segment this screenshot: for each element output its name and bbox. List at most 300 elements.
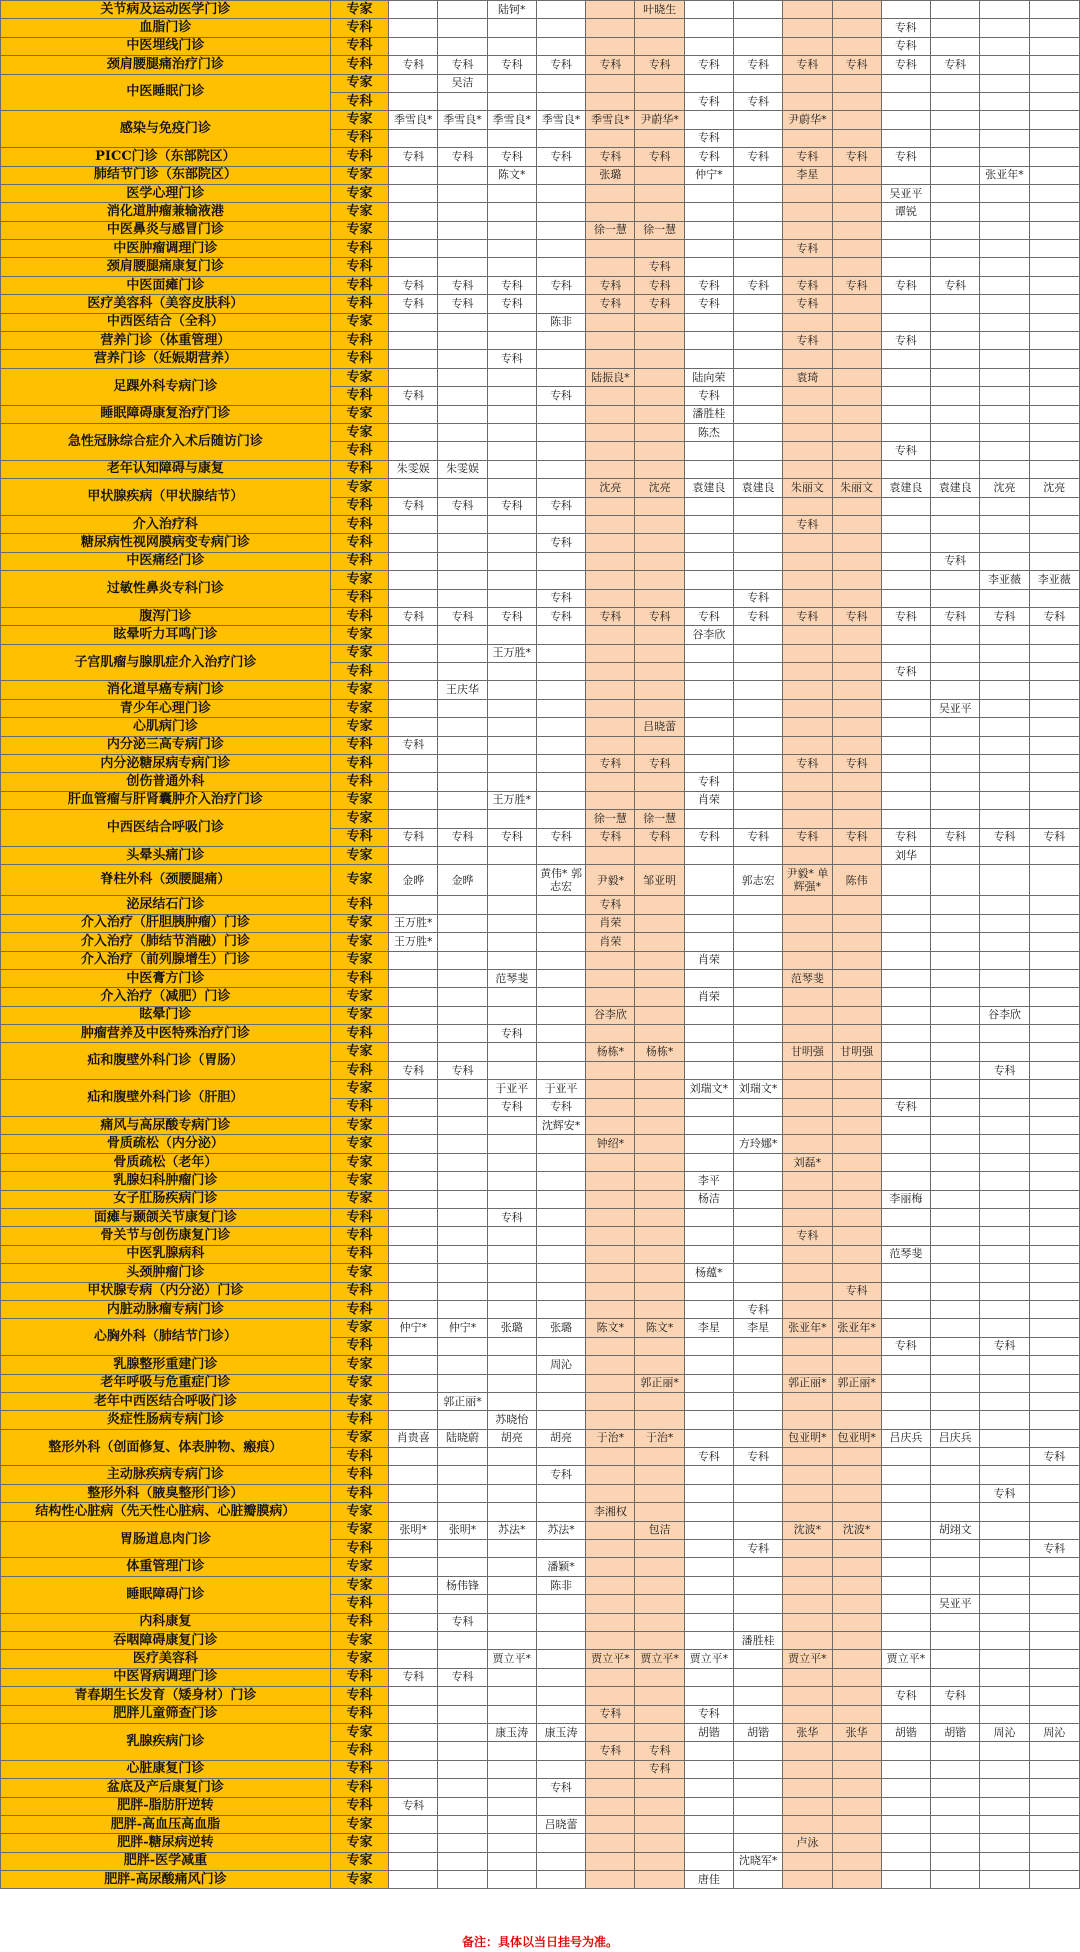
schedule-cell — [783, 423, 832, 441]
schedule-cell — [438, 1779, 487, 1797]
schedule-cell — [783, 1687, 832, 1705]
department-name: PICC门诊（东部院区） — [1, 148, 331, 166]
schedule-cell: 专科 — [1029, 828, 1079, 846]
schedule-cell: 专科 — [438, 497, 487, 515]
schedule-cell — [389, 258, 438, 276]
schedule-cell — [487, 681, 536, 699]
schedule-cell: 康玉涛 — [487, 1723, 536, 1741]
schedule-cell — [684, 699, 733, 717]
schedule-cell — [980, 1687, 1029, 1705]
schedule-cell — [389, 1540, 438, 1558]
schedule-cell — [931, 332, 980, 350]
schedule-cell — [1029, 1374, 1079, 1392]
schedule-cell — [438, 1282, 487, 1300]
schedule-cell — [881, 1631, 930, 1649]
schedule-row — [1, 332, 1080, 350]
schedule-cell — [684, 1300, 733, 1318]
schedule-cell — [635, 203, 684, 221]
schedule-cell — [980, 663, 1029, 681]
schedule-cell: 贾立平* — [635, 1650, 684, 1668]
schedule-cell: 陈伟 — [832, 865, 881, 896]
schedule-cell — [635, 663, 684, 681]
schedule-cell — [635, 442, 684, 460]
schedule-cell — [487, 1227, 536, 1245]
schedule-cell: 郭正丽* — [635, 1374, 684, 1392]
schedule-cell — [684, 1595, 733, 1613]
schedule-cell: 于亚平 — [487, 1080, 536, 1098]
schedule-cell — [734, 681, 783, 699]
schedule-cell: 郭正丽* — [783, 1374, 832, 1392]
schedule-cell — [931, 1668, 980, 1686]
schedule-cell — [832, 1098, 881, 1116]
schedule-cell: 季雪良* — [536, 111, 585, 129]
schedule-cell — [586, 1080, 635, 1098]
schedule-cell — [586, 442, 635, 460]
schedule-cell: 李湘权 — [586, 1503, 635, 1521]
schedule-cell: 专科 — [586, 1742, 635, 1760]
schedule-cell — [389, 1374, 438, 1392]
schedule-cell — [734, 1503, 783, 1521]
schedule-cell: 专科 — [734, 276, 783, 294]
schedule-cell — [832, 1356, 881, 1374]
schedule-cell: 季雪良* — [389, 111, 438, 129]
schedule-cell — [586, 1282, 635, 1300]
schedule-cell — [1029, 1153, 1079, 1171]
schedule-cell — [1029, 1558, 1079, 1576]
schedule-cell — [980, 1834, 1029, 1852]
department-name: 过敏性鼻炎专科门诊 — [1, 571, 331, 608]
clinic-type: 专家 — [330, 1153, 388, 1171]
schedule-cell — [734, 1227, 783, 1245]
schedule-cell — [931, 184, 980, 202]
department-name: 肥胖-脂肪肝逆转 — [1, 1797, 331, 1815]
schedule-cell — [635, 552, 684, 570]
schedule-row — [1, 1172, 1080, 1190]
schedule-cell: 专科 — [684, 295, 733, 313]
schedule-cell — [1029, 1484, 1079, 1502]
clinic-type: 专科 — [330, 1797, 388, 1815]
schedule-cell — [931, 1448, 980, 1466]
schedule-cell: 王万胜* — [487, 644, 536, 662]
schedule-cell — [881, 1595, 930, 1613]
schedule-cell — [684, 221, 733, 239]
schedule-row — [1, 718, 1080, 736]
schedule-cell — [1029, 1834, 1079, 1852]
schedule-cell — [881, 589, 930, 607]
schedule-cell — [1029, 865, 1079, 896]
schedule-cell — [635, 1540, 684, 1558]
clinic-type: 专科 — [330, 552, 388, 570]
schedule-cell — [684, 1521, 733, 1539]
clinic-type: 专科 — [330, 1448, 388, 1466]
schedule-cell — [586, 644, 635, 662]
schedule-cell — [438, 258, 487, 276]
schedule-cell — [438, 1815, 487, 1833]
clinic-type: 专家 — [330, 1429, 388, 1447]
schedule-cell: 专科 — [635, 276, 684, 294]
schedule-cell — [536, 1871, 585, 1889]
schedule-cell — [586, 1484, 635, 1502]
schedule-cell — [980, 276, 1029, 294]
schedule-cell — [980, 1540, 1029, 1558]
department-name: 青少年心理门诊 — [1, 699, 331, 717]
schedule-cell — [438, 663, 487, 681]
schedule-cell — [931, 644, 980, 662]
schedule-cell — [635, 1411, 684, 1429]
schedule-cell — [734, 405, 783, 423]
schedule-cell — [980, 1172, 1029, 1190]
schedule-row — [1, 148, 1080, 166]
schedule-cell: 专科 — [1029, 1448, 1079, 1466]
schedule-cell — [1029, 295, 1079, 313]
clinic-type: 专家 — [330, 221, 388, 239]
schedule-cell: 苏法* — [536, 1521, 585, 1539]
schedule-cell — [1029, 914, 1079, 932]
schedule-cell — [1029, 1190, 1079, 1208]
schedule-cell — [389, 92, 438, 110]
schedule-cell — [931, 846, 980, 864]
schedule-cell: 专科 — [487, 56, 536, 74]
schedule-cell — [783, 405, 832, 423]
schedule-cell — [389, 896, 438, 914]
schedule-cell — [1029, 1687, 1079, 1705]
schedule-cell — [980, 736, 1029, 754]
schedule-cell — [586, 846, 635, 864]
schedule-cell — [980, 56, 1029, 74]
schedule-cell — [1029, 1319, 1079, 1337]
schedule-cell: 范琴斐 — [487, 969, 536, 987]
schedule-cell — [684, 1466, 733, 1484]
schedule-cell — [438, 1190, 487, 1208]
schedule-cell — [438, 969, 487, 987]
schedule-cell: 专科 — [389, 1668, 438, 1686]
schedule-cell — [586, 552, 635, 570]
schedule-cell — [832, 933, 881, 951]
schedule-row — [1, 1834, 1080, 1852]
schedule-cell: 袁建良 — [684, 479, 733, 497]
schedule-cell — [635, 1834, 684, 1852]
schedule-cell — [832, 681, 881, 699]
schedule-cell — [438, 515, 487, 533]
schedule-cell — [1029, 810, 1079, 828]
schedule-cell — [783, 1871, 832, 1889]
schedule-cell — [832, 37, 881, 55]
schedule-cell — [832, 442, 881, 460]
schedule-cell — [931, 1006, 980, 1024]
schedule-cell — [931, 1319, 980, 1337]
schedule-cell: 专科 — [734, 1540, 783, 1558]
schedule-cell — [1029, 276, 1079, 294]
schedule-cell — [438, 1264, 487, 1282]
schedule-cell — [536, 1852, 585, 1870]
schedule-row — [1, 74, 1080, 92]
clinic-type: 专家 — [330, 74, 388, 92]
schedule-cell — [734, 1245, 783, 1263]
schedule-cell — [980, 1264, 1029, 1282]
schedule-cell — [1029, 240, 1079, 258]
schedule-cell: 专科 — [536, 1779, 585, 1797]
schedule-cell — [487, 1448, 536, 1466]
schedule-cell: 张亚年* — [783, 1319, 832, 1337]
schedule-cell — [734, 663, 783, 681]
schedule-cell — [783, 442, 832, 460]
schedule-cell — [980, 1668, 1029, 1686]
schedule-cell — [389, 810, 438, 828]
schedule-cell — [783, 1117, 832, 1135]
schedule-cell — [438, 37, 487, 55]
schedule-cell: 肖荣 — [684, 791, 733, 809]
schedule-cell: 专科 — [635, 148, 684, 166]
schedule-cell — [536, 184, 585, 202]
clinic-type: 专科 — [330, 56, 388, 74]
clinic-type: 专科 — [330, 258, 388, 276]
schedule-cell — [832, 626, 881, 644]
schedule-cell — [980, 350, 1029, 368]
schedule-cell — [734, 1209, 783, 1227]
schedule-cell: 专科 — [389, 295, 438, 313]
schedule-cell — [734, 1411, 783, 1429]
schedule-cell: 陈非 — [536, 1576, 585, 1594]
schedule-cell — [783, 1356, 832, 1374]
schedule-cell — [881, 1061, 930, 1079]
schedule-cell: 朱雯娱 — [389, 460, 438, 478]
schedule-cell — [487, 1558, 536, 1576]
clinic-type: 专家 — [330, 791, 388, 809]
schedule-row — [1, 515, 1080, 533]
schedule-cell — [980, 74, 1029, 92]
schedule-cell — [536, 74, 585, 92]
department-name: 女子肛肠疾病门诊 — [1, 1190, 331, 1208]
schedule-cell — [536, 1190, 585, 1208]
schedule-cell — [734, 571, 783, 589]
schedule-cell — [1029, 1779, 1079, 1797]
schedule-cell — [832, 699, 881, 717]
schedule-cell: 专科 — [438, 276, 487, 294]
schedule-cell — [684, 1834, 733, 1852]
schedule-cell — [1029, 896, 1079, 914]
schedule-cell — [832, 1300, 881, 1318]
schedule-cell: 专科 — [832, 56, 881, 74]
schedule-cell — [931, 718, 980, 736]
schedule-cell — [734, 240, 783, 258]
clinic-type: 专科 — [330, 148, 388, 166]
schedule-cell: 肖荣 — [684, 951, 733, 969]
clinic-type: 专科 — [330, 1300, 388, 1318]
schedule-cell: 专科 — [931, 1687, 980, 1705]
schedule-cell: 张亚年* — [832, 1319, 881, 1337]
schedule-cell — [487, 1135, 536, 1153]
schedule-cell: 专科 — [586, 607, 635, 625]
schedule-cell — [684, 1356, 733, 1374]
schedule-cell — [1029, 644, 1079, 662]
schedule-cell — [536, 479, 585, 497]
schedule-cell — [1029, 1595, 1079, 1613]
schedule-cell — [586, 387, 635, 405]
schedule-cell — [635, 1779, 684, 1797]
schedule-row — [1, 969, 1080, 987]
schedule-cell — [635, 1300, 684, 1318]
schedule-cell — [635, 1466, 684, 1484]
schedule-cell — [389, 1117, 438, 1135]
schedule-cell: 专科 — [389, 736, 438, 754]
schedule-cell: 专科 — [487, 148, 536, 166]
schedule-cell — [881, 368, 930, 386]
schedule-cell — [438, 129, 487, 147]
clinic-type: 专科 — [330, 755, 388, 773]
schedule-cell — [783, 350, 832, 368]
schedule-cell — [881, 405, 930, 423]
schedule-cell — [931, 969, 980, 987]
schedule-cell — [635, 626, 684, 644]
schedule-row — [1, 1521, 1080, 1539]
schedule-cell — [980, 497, 1029, 515]
schedule-cell: 谷李欣 — [980, 1006, 1029, 1024]
clinic-type: 专家 — [330, 423, 388, 441]
schedule-cell: 专科 — [734, 92, 783, 110]
schedule-cell — [832, 1, 881, 19]
schedule-cell — [586, 1595, 635, 1613]
schedule-cell — [635, 405, 684, 423]
schedule-cell: 张明* — [438, 1521, 487, 1539]
schedule-cell — [635, 515, 684, 533]
schedule-cell — [980, 1466, 1029, 1484]
schedule-cell — [586, 1723, 635, 1741]
department-name: 足踝外科专病门诊 — [1, 368, 331, 405]
schedule-cell — [635, 1576, 684, 1594]
schedule-cell — [931, 515, 980, 533]
schedule-cell — [389, 1135, 438, 1153]
schedule-cell: 尹毅* 单辉强* — [783, 865, 832, 896]
schedule-cell — [832, 791, 881, 809]
schedule-cell — [438, 405, 487, 423]
clinic-type: 专家 — [330, 1080, 388, 1098]
department-name: 内脏动脉瘤专病门诊 — [1, 1300, 331, 1318]
schedule-cell — [881, 1852, 930, 1870]
schedule-cell: 王庆华 — [438, 681, 487, 699]
schedule-cell — [783, 663, 832, 681]
schedule-row — [1, 681, 1080, 699]
schedule-cell — [389, 1080, 438, 1098]
schedule-cell — [980, 699, 1029, 717]
schedule-cell — [1029, 515, 1079, 533]
schedule-cell — [1029, 1650, 1079, 1668]
schedule-cell — [389, 1595, 438, 1613]
department-name: 主动脉疾病专病门诊 — [1, 1466, 331, 1484]
schedule-cell: 张璐 — [586, 166, 635, 184]
schedule-cell: 刘磊* — [783, 1153, 832, 1171]
schedule-cell: 李亚薇 — [980, 571, 1029, 589]
schedule-cell — [783, 1172, 832, 1190]
schedule-cell — [832, 1080, 881, 1098]
schedule-cell — [734, 460, 783, 478]
schedule-cell — [487, 1006, 536, 1024]
schedule-cell: 李平 — [684, 1172, 733, 1190]
schedule-cell — [536, 1135, 585, 1153]
clinic-type: 专家 — [330, 1631, 388, 1649]
schedule-cell — [389, 1723, 438, 1741]
schedule-cell — [881, 914, 930, 932]
department-name: 腹泻门诊 — [1, 607, 331, 625]
schedule-cell — [734, 1392, 783, 1410]
schedule-cell — [389, 1043, 438, 1061]
schedule-row — [1, 988, 1080, 1006]
schedule-cell — [980, 681, 1029, 699]
schedule-cell — [931, 313, 980, 331]
schedule-cell — [684, 203, 733, 221]
schedule-cell — [1029, 1797, 1079, 1815]
schedule-cell: 专科 — [684, 387, 733, 405]
schedule-cell — [783, 1631, 832, 1649]
schedule-cell — [980, 148, 1029, 166]
schedule-row — [1, 773, 1080, 791]
schedule-row — [1, 552, 1080, 570]
schedule-cell: 专科 — [931, 56, 980, 74]
clinic-type: 专家 — [330, 1043, 388, 1061]
department-name: 青春期生长发育（矮身材）门诊 — [1, 1687, 331, 1705]
clinic-type: 专家 — [330, 846, 388, 864]
schedule-cell — [734, 699, 783, 717]
schedule-cell — [586, 1264, 635, 1282]
schedule-cell — [635, 1356, 684, 1374]
schedule-cell — [931, 129, 980, 147]
department-name: 颈肩腰腿痛治疗门诊 — [1, 56, 331, 74]
department-name: 体重管理门诊 — [1, 1558, 331, 1576]
schedule-cell — [438, 313, 487, 331]
schedule-cell — [881, 1209, 930, 1227]
schedule-cell — [734, 626, 783, 644]
schedule-cell — [881, 515, 930, 533]
schedule-cell — [1029, 1080, 1079, 1098]
schedule-cell — [1029, 1576, 1079, 1594]
schedule-cell — [438, 442, 487, 460]
schedule-cell — [487, 240, 536, 258]
schedule-cell — [980, 1, 1029, 19]
schedule-cell — [783, 460, 832, 478]
clinic-type: 专家 — [330, 810, 388, 828]
schedule-row — [1, 933, 1080, 951]
schedule-cell — [586, 699, 635, 717]
schedule-cell — [684, 1576, 733, 1594]
schedule-cell — [684, 1558, 733, 1576]
schedule-cell: 贾立平* — [881, 1650, 930, 1668]
schedule-cell — [832, 1209, 881, 1227]
schedule-cell — [438, 1797, 487, 1815]
schedule-row — [1, 313, 1080, 331]
schedule-cell — [881, 1356, 930, 1374]
schedule-cell — [832, 221, 881, 239]
schedule-cell — [684, 969, 733, 987]
schedule-cell — [734, 1705, 783, 1723]
schedule-cell — [438, 1834, 487, 1852]
schedule-cell — [536, 1797, 585, 1815]
schedule-cell — [734, 203, 783, 221]
schedule-cell — [931, 1282, 980, 1300]
schedule-cell — [783, 1668, 832, 1686]
schedule-cell — [783, 1779, 832, 1797]
schedule-cell: 贾立平* — [586, 1650, 635, 1668]
schedule-cell — [684, 736, 733, 754]
schedule-cell — [734, 1006, 783, 1024]
schedule-cell: 专科 — [931, 276, 980, 294]
schedule-cell: 专科 — [881, 276, 930, 294]
schedule-cell — [783, 1852, 832, 1870]
schedule-cell — [684, 896, 733, 914]
schedule-cell — [586, 1871, 635, 1889]
schedule-row — [1, 368, 1080, 386]
schedule-cell — [438, 1153, 487, 1171]
schedule-cell — [783, 896, 832, 914]
schedule-row — [1, 1209, 1080, 1227]
